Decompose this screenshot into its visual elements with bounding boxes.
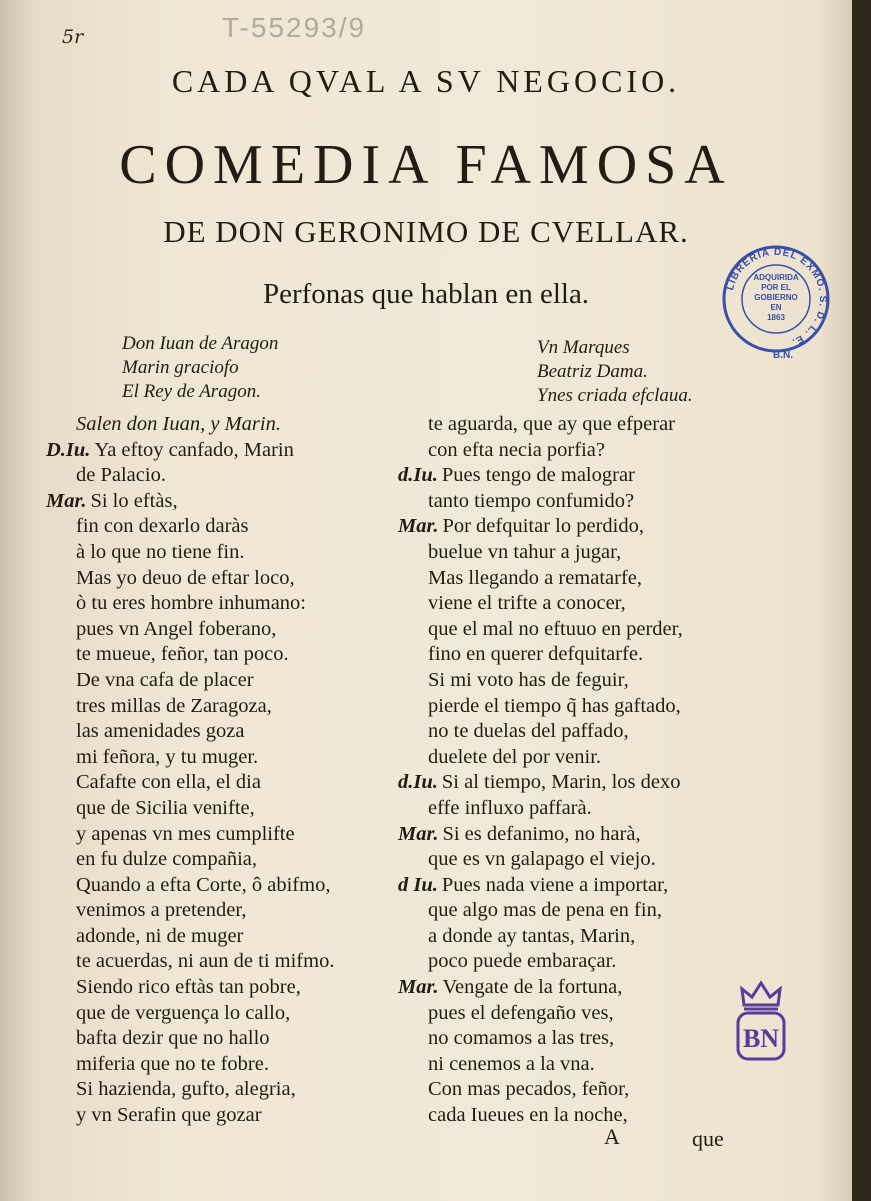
speaker-label: d Iu. bbox=[398, 873, 438, 896]
stage-direction: Salen don Iuan, y Marin. bbox=[76, 413, 281, 435]
verse-text: que de verguença lo callo, bbox=[76, 1001, 291, 1024]
title-personas: Perfonas que hablan en ella. bbox=[262, 278, 590, 310]
verse-line bbox=[46, 489, 396, 515]
verse-text: las amenidades goza bbox=[76, 720, 245, 743]
stamp-text: GOBIERNO bbox=[754, 293, 798, 302]
title-comedia-famosa: COMEDIA FAMOSA bbox=[119, 134, 733, 196]
verse-line bbox=[398, 438, 728, 464]
verse-line bbox=[46, 463, 396, 489]
verse-text: ò tu eres hombre inhumano: bbox=[76, 592, 307, 615]
verse-text: y apenas vn mes cumplifte bbox=[76, 822, 295, 845]
verse-line bbox=[398, 719, 728, 745]
shelf-mark: 5r bbox=[62, 26, 84, 48]
verse-text: duelete del por venir. bbox=[428, 745, 602, 768]
verse-line bbox=[398, 1103, 728, 1129]
verse-line bbox=[46, 847, 396, 873]
verse-line bbox=[46, 719, 396, 745]
library-signature: T-55293/9 bbox=[222, 12, 367, 43]
verse-line bbox=[398, 822, 728, 848]
verse-line bbox=[46, 1103, 396, 1129]
cast-member: Beatriz Dama. bbox=[537, 361, 648, 382]
stamp-text: ADQUIRIDA bbox=[753, 273, 799, 282]
bn-crown-stamp bbox=[732, 975, 790, 1065]
verse-line bbox=[46, 924, 396, 950]
verse-text: buelue vn tahur a jugar, bbox=[428, 540, 622, 563]
verse-line bbox=[398, 489, 728, 515]
verse-text: Mas llegando a rematarfe, bbox=[428, 566, 643, 589]
verse-text: que es vn galapago el viejo. bbox=[428, 848, 656, 871]
verse-text: no comamos a las tres, bbox=[428, 1027, 615, 1050]
verse-line bbox=[46, 770, 396, 796]
verse-line bbox=[46, 617, 396, 643]
catchword: que bbox=[692, 1126, 724, 1151]
verse-line bbox=[46, 591, 396, 617]
verse-line bbox=[46, 566, 396, 592]
verse-line bbox=[398, 694, 728, 720]
verse-text: de Palacio. bbox=[76, 464, 166, 487]
verse-line bbox=[398, 463, 728, 489]
verse-text: pues el defengaño ves, bbox=[428, 1001, 614, 1024]
speaker-label: Mar. bbox=[46, 489, 87, 512]
verse-line bbox=[398, 847, 728, 873]
verse-line bbox=[398, 1052, 728, 1078]
speaker-label: D.Iu. bbox=[46, 438, 91, 461]
verse-line bbox=[46, 745, 396, 771]
verse-line bbox=[398, 949, 728, 975]
verse-line bbox=[46, 975, 396, 1001]
verse-text: Si al tiempo, Marin, los dexo bbox=[441, 771, 681, 794]
verse-text: tanto tiempo confumido? bbox=[428, 489, 635, 512]
stamp-ring-text: LIBRERIA DEL EXMO. S. D. L. E. bbox=[724, 246, 829, 348]
stamp-text: B.N. bbox=[773, 350, 793, 361]
verse-line bbox=[398, 924, 728, 950]
verse-line bbox=[46, 1001, 396, 1027]
verse-text: viene el trifte a conocer, bbox=[428, 592, 626, 615]
verse-line bbox=[46, 873, 396, 899]
verse-text: effe influxo paffarà. bbox=[428, 796, 592, 819]
verse-text: no te duelas del paffado, bbox=[428, 720, 629, 743]
verse-line bbox=[398, 745, 728, 771]
verse-line bbox=[46, 514, 396, 540]
verse-text: en fu dulze compañia, bbox=[76, 848, 258, 871]
cast-member: Vn Marques bbox=[537, 337, 630, 358]
verse-text: pierde el tiempo q̃ has gaftado, bbox=[428, 694, 681, 717]
verse-text: De vna cafa de placer bbox=[76, 668, 254, 691]
verse-line bbox=[46, 949, 396, 975]
verse-text: Cafafte con ella, el dia bbox=[76, 771, 261, 794]
speaker-label: Mar. bbox=[398, 822, 439, 845]
verse-text: Pues tengo de malograr bbox=[441, 464, 635, 487]
cast-member: Don Iuan de Aragon bbox=[122, 333, 279, 354]
verse-text: fin con dexarlo daràs bbox=[76, 515, 249, 538]
verse-line bbox=[398, 898, 728, 924]
verse-line bbox=[398, 412, 728, 438]
verse-text: Si hazienda, gufto, alegria, bbox=[76, 1078, 296, 1101]
verse-line bbox=[46, 438, 396, 464]
verse-line bbox=[398, 1077, 728, 1103]
verse-text: con efta necia porfia? bbox=[428, 438, 605, 461]
verse-line bbox=[398, 540, 728, 566]
verse-text: Mas yo deuo de eftar loco, bbox=[76, 566, 295, 589]
verse-line bbox=[398, 668, 728, 694]
cast-list-right bbox=[537, 336, 693, 408]
verse-line bbox=[46, 642, 396, 668]
verse-text: que el mal no eftuuo en perder, bbox=[428, 617, 683, 640]
verse-line bbox=[46, 1077, 396, 1103]
speaker-label: Mar. bbox=[398, 976, 439, 999]
verse-text: Si lo eftàs, bbox=[90, 489, 178, 512]
verse-text: Ya eftoy canfado, Marin bbox=[94, 438, 294, 461]
verse-text: pues vn Angel foberano, bbox=[76, 617, 277, 640]
verse-text: que algo mas de pena en fin, bbox=[428, 899, 662, 922]
verse-line bbox=[398, 873, 728, 899]
library-stamp-blue bbox=[721, 236, 831, 362]
verse-text: Pues nada viene a importar, bbox=[441, 873, 669, 896]
verse-line bbox=[398, 796, 728, 822]
verse-text: Siendo rico eftàs tan pobre, bbox=[76, 976, 301, 999]
verse-line bbox=[398, 1001, 728, 1027]
verse-line bbox=[46, 694, 396, 720]
verse-line bbox=[398, 591, 728, 617]
verse-text: y vn Serafin que gozar bbox=[76, 1104, 262, 1127]
text-column-left bbox=[46, 412, 396, 1129]
stamp-text: 1863 bbox=[767, 313, 785, 322]
verse-text: a donde ay tantas, Marin, bbox=[428, 924, 636, 947]
stamp-text: POR EL bbox=[761, 283, 791, 292]
verse-line bbox=[398, 975, 728, 1001]
cast-member: Ynes criada efclaua. bbox=[537, 385, 693, 406]
speaker-label: d.Iu. bbox=[398, 464, 438, 487]
verse-text: adonde, ni de muger bbox=[76, 924, 244, 947]
verse-text: bafta dezir que no hallo bbox=[76, 1027, 270, 1050]
bn-monogram: BN bbox=[742, 1024, 780, 1053]
verse-text: miferia que no te fobre. bbox=[76, 1052, 269, 1075]
speaker-label: d.Iu. bbox=[398, 771, 438, 794]
cast-member: Marin graciofo bbox=[122, 357, 239, 378]
text-column-right bbox=[398, 412, 728, 1129]
verse-text: te aguarda, que ay que efperar bbox=[428, 413, 675, 435]
verse-text: te acuerdas, ni aun de ti mifmo. bbox=[76, 950, 335, 973]
verse-line bbox=[46, 822, 396, 848]
verse-text: cada Iueues en la noche, bbox=[428, 1104, 628, 1127]
signature-mark: A bbox=[604, 1124, 620, 1149]
book-edge bbox=[852, 0, 871, 1201]
verse-line bbox=[46, 796, 396, 822]
verse-text: fino en querer defquitarfe. bbox=[428, 643, 644, 666]
verse-line bbox=[398, 514, 728, 540]
verse-text: Con mas pecados, feñor, bbox=[428, 1078, 630, 1101]
stamp-text: EN bbox=[770, 303, 782, 312]
verse-line bbox=[398, 617, 728, 643]
speaker-label: Mar. bbox=[398, 515, 439, 538]
title-line-1: CADA QVAL A SV NEGOCIO. bbox=[171, 63, 681, 99]
verse-text: que de Sicilia venifte, bbox=[76, 796, 255, 819]
verse-line bbox=[398, 642, 728, 668]
verse-line bbox=[398, 770, 728, 796]
verse-line bbox=[46, 412, 396, 438]
verse-text: Si mi voto has de feguir, bbox=[428, 668, 629, 691]
verse-text: mi feñora, y tu muger. bbox=[76, 745, 259, 768]
verse-text: venimos a pretender, bbox=[76, 899, 247, 922]
verse-text: à lo que no tiene fin. bbox=[76, 540, 245, 563]
verse-line bbox=[46, 1052, 396, 1078]
verse-text: poco puede embaraçar. bbox=[428, 950, 617, 973]
verse-text: Quando a efta Corte, ô abifmo, bbox=[76, 873, 331, 896]
verse-line bbox=[46, 668, 396, 694]
cast-member: El Rey de Aragon. bbox=[122, 381, 261, 402]
cast-list-left bbox=[122, 332, 278, 404]
verse-line bbox=[46, 898, 396, 924]
verse-text: Vengate de la fortuna, bbox=[442, 976, 623, 999]
verse-line bbox=[46, 540, 396, 566]
verse-line bbox=[46, 1026, 396, 1052]
verse-line bbox=[398, 566, 728, 592]
verse-text: tres millas de Zaragoza, bbox=[76, 694, 272, 717]
verse-text: te mueue, feñor, tan poco. bbox=[76, 643, 289, 666]
verse-text: ni cenemos a la vna. bbox=[428, 1052, 595, 1075]
verse-text: Por defquitar lo perdido, bbox=[442, 515, 644, 538]
verse-line bbox=[398, 1026, 728, 1052]
verse-text: Si es defanimo, no harà, bbox=[442, 822, 641, 845]
crown-icon bbox=[742, 983, 780, 1005]
title-author: DE DON GERONIMO DE CVELLAR. bbox=[163, 214, 689, 249]
